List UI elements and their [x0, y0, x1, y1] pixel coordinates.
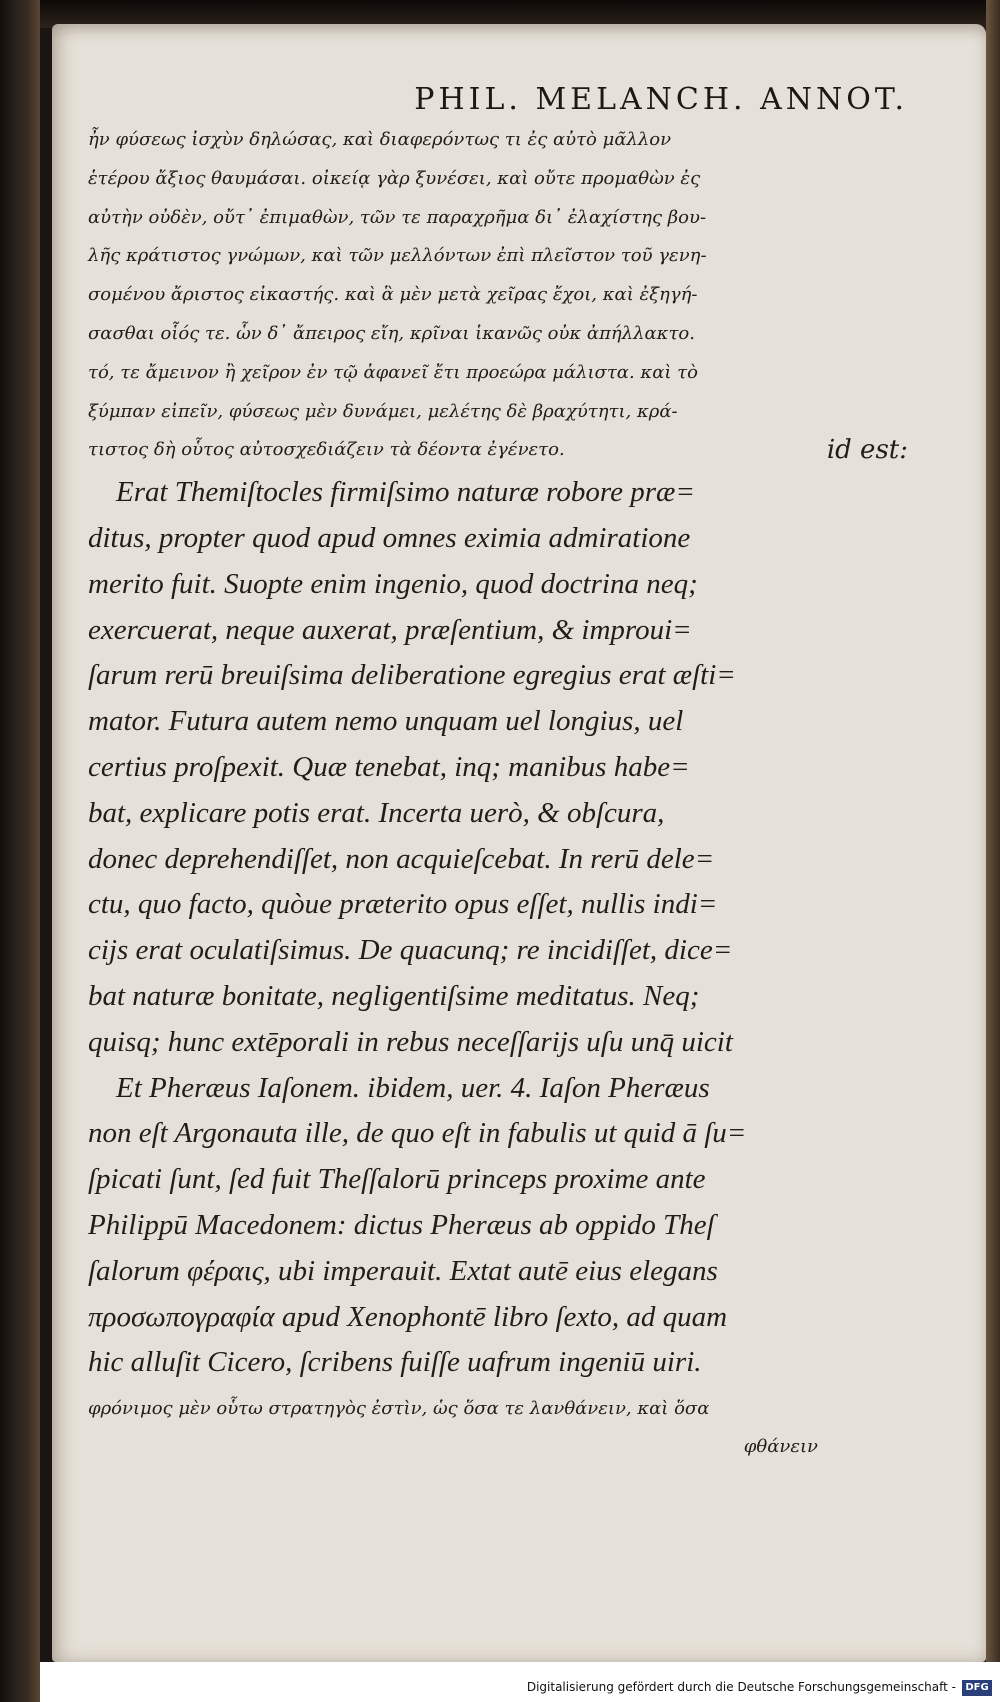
latin-line: ſpicati ſunt, ſed fuit Theſſalorū princeps proxime ante [88, 1163, 706, 1196]
closing-greek-quotation [88, 1390, 908, 1466]
latin-line: donec deprehendiſſet, non acquieſcebat. In rerū dele= [88, 842, 715, 875]
latin-line: certius proſpexit. Quæ tenebat, inq; manibus habe= [88, 750, 690, 783]
greek-line: λῆς κράτιστος γνώμων, καὶ τῶν μελλόντων ἐπὶ πλεῖστον τοῦ γενη- [88, 245, 707, 267]
running-header: PHIL. MELANCH. ANNOT. [414, 82, 908, 117]
greek-line: ἑτέρου ἄξιος θαυμάσαι. οἰκείᾳ γὰρ ξυνέσει, καὶ οὔτε προμαθὼν ἐς [88, 167, 701, 189]
latin-line: exercuerat, neque auxerat, præſentium, & improui= [88, 613, 692, 646]
latin-line: ſalorum φέραις, ubi imperauit. Extat autē eius elegans [88, 1254, 718, 1287]
latin-line: ditus, propter quod apud omnes eximia admiratione [88, 521, 691, 554]
greek-line: φρόνιμος μὲν οὗτω στρατηγὸς ἐστὶν, ὡς ὅσα τε λανθάνειν, καὶ ὅσα [88, 1398, 710, 1420]
latin-line: Erat Themiſtocles firmiſsimo naturæ robore præ= [116, 476, 695, 509]
greek-line: τό, τε ἄμεινον ἢ χεῖρον ἐν τῷ ἀφανεῖ ἔτι προεώρα μάλιστα. καὶ τὸ [88, 361, 698, 383]
latin-line: mator. Futura autem nemo unquam uel longius, uel [88, 705, 684, 738]
latin-line: Philippū Macedonem: dictus Pheræus ab oppido Theſ [88, 1208, 715, 1241]
page-text-block [88, 82, 908, 1466]
latin-line: bat naturæ bonitate, negligentiſsime meditatus. Neq; [88, 979, 700, 1012]
latin-line: bat, explicare potis erat. Incerta uerò, & obſcura, [88, 796, 665, 829]
book-edge [986, 0, 1000, 1702]
greek-line: ξύμπαν εἰπεῖν, φύσεως μὲν δυνάμει, μελέτης δὲ βραχύτητι, κρά- [88, 400, 678, 422]
catchword: φθάνειν [743, 1436, 818, 1458]
latin-line: non eſt Argonauta ille, de quo eſt in fabulis ut quid ā ſu= [88, 1117, 747, 1150]
latin-line: cijs erat oculatiſsimus. De quacunq; re incidiſſet, dice= [88, 934, 733, 967]
latin-line: Et Pheræus Iaſonem. ibidem, uer. 4. Iaſon Pheræus [116, 1071, 710, 1104]
digitization-footer [40, 1662, 1000, 1702]
latin-line: ſarum rerū breuiſsima deliberatione egregius erat æſti= [88, 659, 736, 692]
latin-line: merito fuit. Suopte enim ingenio, quod doctrina neq; [88, 567, 698, 600]
greek-line-last [88, 431, 908, 470]
greek-line: σασθαι οἷός τε. ὧν δ᾽ ἄπειρος εἴη, κρῖναι ἱκανῶς οὐκ ἀπήλλακτο. [88, 322, 695, 344]
latin-translation [88, 470, 908, 1386]
book-binding [0, 0, 40, 1702]
greek-line-text: τιστος δὴ οὗτος αὐτοσχεδιάζειν τὰ δέοντα ἐγένετο. [88, 439, 565, 461]
latin-line: ctu, quo facto, quòue præterito opus eſſet, nullis indi= [88, 888, 718, 921]
greek-quotation [88, 121, 908, 470]
greek-line: αὐτὴν οὐδὲν, οὔτ᾽ ἐπιμαθὼν, τῶν τε παραχρῆμα δι᾽ ἐλαχίστης βου- [88, 206, 707, 228]
dfg-logo-icon: DFG [962, 1680, 992, 1696]
latin-line: hic alluſit Cicero, ſcribens fuiſſe uafrum ingeniū uiri. [88, 1346, 702, 1379]
latin-line: προσωπογραφία apud Xenophontē libro ſexto, ad quam [88, 1300, 728, 1333]
id-est-label: id est: [826, 435, 908, 466]
greek-line: ἦν φύσεως ἰσχὺν δηλώσας, καὶ διαφερόντως τι ἐς αὐτὸ μᾶλλον [88, 129, 672, 150]
greek-line: σομένου ἄριστος εἰκαστής. καὶ ἃ μὲν μετὰ χεῖρας ἔχοι, καὶ ἐξηγή- [88, 284, 698, 306]
latin-line: quisq; hunc extēporali in rebus neceſſarijs uſu unq̄ uicit [88, 1025, 733, 1058]
funding-notice: Digitalisierung gefördert durch die Deutsche Forschungsgemeinschaft - [526, 1680, 956, 1694]
